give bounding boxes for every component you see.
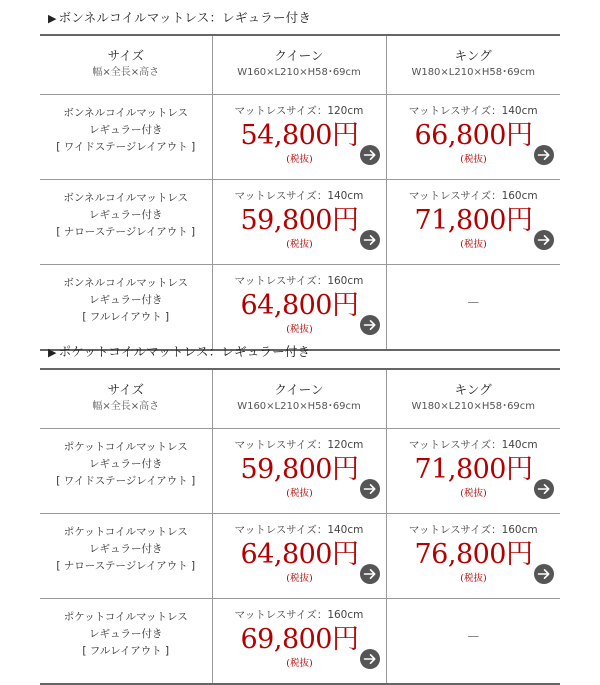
price: 66,800円 xyxy=(414,120,533,151)
header-size-sub: 幅×全長×高さ xyxy=(92,67,160,78)
tax-note: (税抜) xyxy=(460,154,487,165)
arrow-right-circle-icon[interactable] xyxy=(534,479,554,499)
product-line-3: [ ワイドステージレイアウト ] xyxy=(56,475,196,487)
header-row xyxy=(40,35,560,95)
tax-note: (税抜) xyxy=(286,324,313,335)
header-queen-title: クイーン xyxy=(274,48,324,63)
product-name xyxy=(40,429,212,514)
price-cell-queen[interactable] xyxy=(212,429,386,514)
not-available-dash: － xyxy=(466,296,481,312)
product-name xyxy=(40,180,212,265)
tax-note: (税抜) xyxy=(460,239,487,250)
product-name xyxy=(40,95,212,180)
table-row xyxy=(40,180,560,265)
header-queen-sub: W160×L210×H58･69cm xyxy=(237,401,361,412)
mattress-size: マットレスサイズ：140cm xyxy=(408,439,538,451)
triangle-icon: ▶ xyxy=(48,346,57,359)
mattress-size: マットレスサイズ：160cm xyxy=(234,609,364,621)
price-cell-queen[interactable] xyxy=(212,599,386,685)
arrow-right-circle-icon[interactable] xyxy=(360,315,380,335)
table-row xyxy=(40,95,560,180)
price: 71,800円 xyxy=(414,205,533,236)
table-row xyxy=(40,429,560,514)
arrow-right-circle-icon[interactable] xyxy=(534,230,554,250)
product-line-1: ポケットコイルマットレス xyxy=(63,441,188,453)
tax-note: (税抜) xyxy=(286,573,313,584)
product-line-3: [ ナローステージレイアウト ] xyxy=(56,560,196,572)
tax-note: (税抜) xyxy=(286,239,313,250)
price-cell-king[interactable] xyxy=(386,180,560,265)
arrow-right-circle-icon[interactable] xyxy=(360,145,380,165)
price-cell-king-empty xyxy=(386,599,560,685)
price: 76,800円 xyxy=(414,539,533,570)
price-cell-king-empty xyxy=(386,265,560,351)
product-line-3: [ フルレイアウト ] xyxy=(82,645,170,657)
arrow-right-circle-icon[interactable] xyxy=(360,479,380,499)
tax-note: (税抜) xyxy=(286,658,313,669)
price-cell-king[interactable] xyxy=(386,429,560,514)
price-cell-queen[interactable] xyxy=(212,95,386,180)
section-title-text: ボンネルコイルマットレス：レギュラー付き xyxy=(58,10,312,25)
header-size xyxy=(40,369,212,429)
header-king xyxy=(386,35,560,95)
header-king-sub: W180×L210×H58･69cm xyxy=(411,67,536,78)
arrow-right-circle-icon[interactable] xyxy=(534,564,554,584)
price-table xyxy=(40,368,560,685)
header-queen xyxy=(212,369,386,429)
tax-note: (税抜) xyxy=(460,488,487,499)
mattress-size: マットレスサイズ：160cm xyxy=(234,275,364,287)
section-title xyxy=(48,8,311,26)
header-king-title: キング xyxy=(454,382,492,397)
price-cell-queen[interactable] xyxy=(212,180,386,265)
mattress-size: マットレスサイズ：140cm xyxy=(234,190,364,202)
header-row xyxy=(40,369,560,429)
mattress-size: マットレスサイズ：120cm xyxy=(234,439,364,451)
arrow-right-circle-icon[interactable] xyxy=(360,649,380,669)
product-line-3: [ フルレイアウト ] xyxy=(82,311,170,323)
header-queen-title: クイーン xyxy=(274,382,324,397)
arrow-right-circle-icon[interactable] xyxy=(360,230,380,250)
product-name xyxy=(40,514,212,599)
header-size-title: サイズ xyxy=(107,382,144,397)
mattress-size: マットレスサイズ：160cm xyxy=(408,190,538,202)
header-king-title: キング xyxy=(454,48,492,63)
product-line-1: ポケットコイルマットレス xyxy=(63,526,188,538)
header-queen xyxy=(212,35,386,95)
price: 59,800円 xyxy=(240,205,359,236)
price-cell-queen[interactable] xyxy=(212,265,386,351)
table-row xyxy=(40,514,560,599)
header-size xyxy=(40,35,212,95)
product-line-2: レギュラー付き xyxy=(89,458,163,470)
header-size-sub: 幅×全長×高さ xyxy=(92,401,160,412)
price-cell-king[interactable] xyxy=(386,514,560,599)
header-king xyxy=(386,369,560,429)
tax-note: (税抜) xyxy=(286,488,313,499)
table-row xyxy=(40,599,560,685)
tax-note: (税抜) xyxy=(286,154,313,165)
price: 64,800円 xyxy=(240,290,359,321)
product-line-1: ボンネルコイルマットレス xyxy=(63,277,189,289)
product-name xyxy=(40,265,212,351)
product-line-3: [ ナローステージレイアウト ] xyxy=(56,226,196,238)
product-name xyxy=(40,599,212,685)
product-line-3: [ ワイドステージレイアウト ] xyxy=(56,141,196,153)
price: 71,800円 xyxy=(414,454,533,485)
price: 64,800円 xyxy=(240,539,359,570)
product-line-2: レギュラー付き xyxy=(89,294,163,306)
product-line-2: レギュラー付き xyxy=(89,628,163,640)
price-cell-king[interactable] xyxy=(386,95,560,180)
not-available-dash: － xyxy=(466,630,481,646)
product-line-2: レギュラー付き xyxy=(89,209,163,221)
mattress-size: マットレスサイズ：160cm xyxy=(408,524,538,536)
section-title xyxy=(48,342,310,360)
section-title-text: ポケットコイルマットレス：レギュラー付き xyxy=(58,344,311,359)
product-line-1: ポケットコイルマットレス xyxy=(63,611,188,623)
header-size-title: サイズ xyxy=(107,48,144,63)
product-line-1: ボンネルコイルマットレス xyxy=(63,192,189,204)
price: 54,800円 xyxy=(240,120,359,151)
mattress-size: マットレスサイズ：140cm xyxy=(234,524,364,536)
arrow-right-circle-icon[interactable] xyxy=(534,145,554,165)
mattress-size: マットレスサイズ：140cm xyxy=(408,105,538,117)
price-table xyxy=(40,34,560,351)
arrow-right-circle-icon[interactable] xyxy=(360,564,380,584)
tax-note: (税抜) xyxy=(460,573,487,584)
price: 59,800円 xyxy=(240,454,359,485)
header-queen-sub: W160×L210×H58･69cm xyxy=(237,67,361,78)
price: 69,800円 xyxy=(240,624,359,655)
table-row xyxy=(40,265,560,351)
mattress-size: マットレスサイズ：120cm xyxy=(234,105,364,117)
price-cell-queen[interactable] xyxy=(212,514,386,599)
header-king-sub: W180×L210×H58･69cm xyxy=(411,401,536,412)
product-line-2: レギュラー付き xyxy=(89,543,163,555)
product-line-1: ボンネルコイルマットレス xyxy=(63,107,189,119)
triangle-icon: ▶ xyxy=(48,12,57,25)
product-line-2: レギュラー付き xyxy=(89,124,163,136)
